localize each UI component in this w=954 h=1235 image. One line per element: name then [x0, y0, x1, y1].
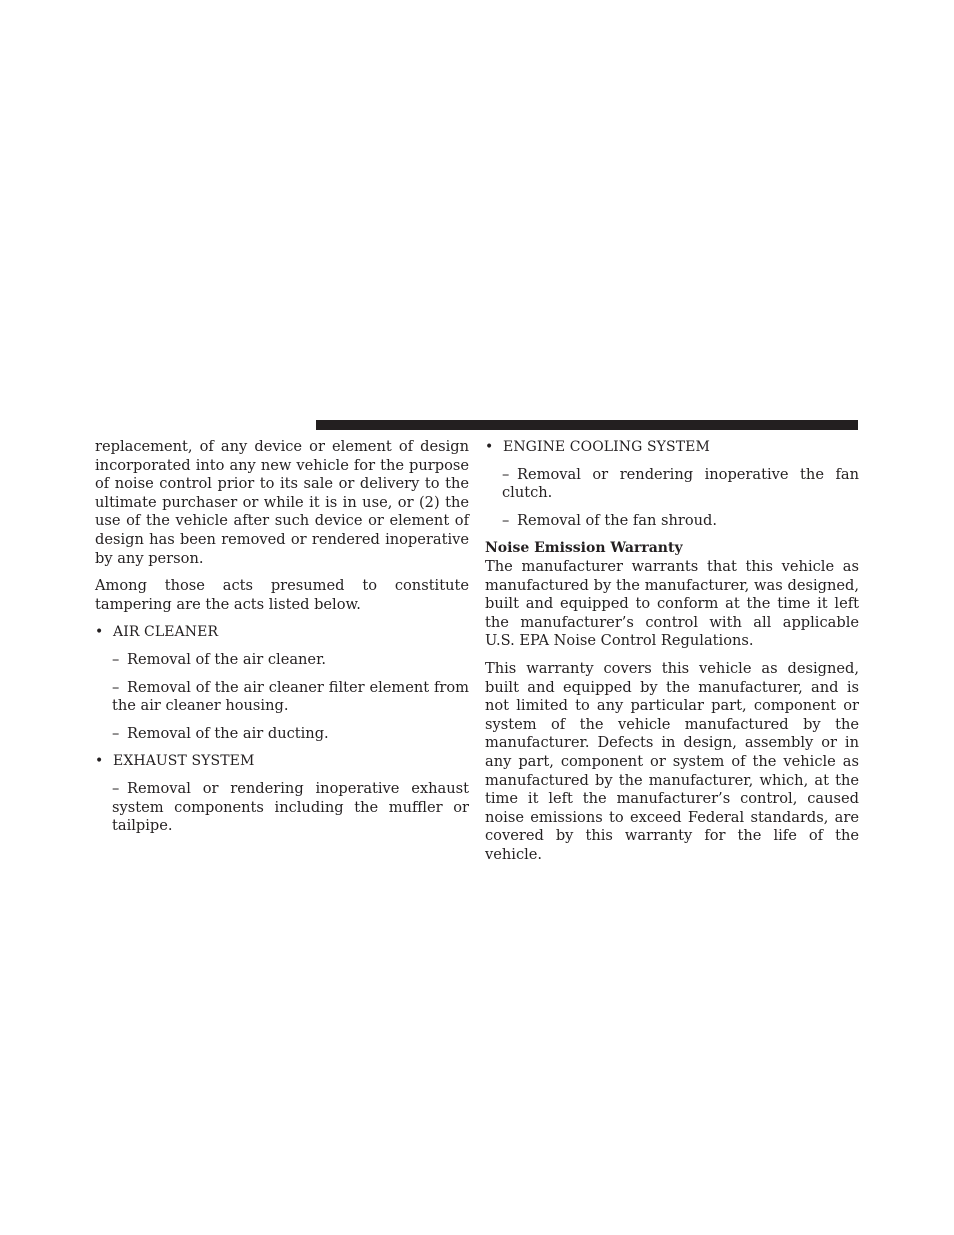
- dash-icon: –: [112, 779, 120, 797]
- list-item: – Removal of the fan shroud.: [502, 511, 718, 529]
- list-item: – Removal or rendering inoperative the fan clutch.: [502, 465, 859, 502]
- left-column: [95, 438, 469, 845]
- bullet-title: EXHAUST SYSTEM: [113, 753, 255, 770]
- right-column: [485, 438, 859, 873]
- header-rule: [316, 420, 858, 430]
- section-heading: Noise Emission Warranty: [485, 540, 683, 557]
- list-item: – Removal of the air cleaner filter element from the air cleaner housing.: [112, 678, 469, 715]
- bullet-exhaust-system: [95, 752, 469, 771]
- dash-icon: –: [112, 650, 120, 668]
- list-item: – Removal or rendering inoperative exhaust system components including the muffler or tailpipe.: [112, 779, 469, 835]
- bullet-title: ENGINE COOLING SYSTEM: [503, 439, 710, 455]
- dash-icon: –: [502, 465, 510, 483]
- bullet-air-cleaner: [95, 623, 469, 642]
- dash-icon: –: [112, 724, 120, 742]
- list-item: – Removal of the air ducting.: [112, 724, 329, 742]
- dash-icon: –: [502, 511, 510, 529]
- bullet-engine-cooling-system: [485, 438, 859, 457]
- bullet-icon: •: [485, 439, 494, 455]
- bullet-title: AIR CLEANER: [113, 624, 219, 641]
- paragraph-tampering-acts: Among those acts presumed to constitute tampering are the acts listed below.: [95, 577, 469, 613]
- paragraph-warranty: The manufacturer warrants that this vehicle as manufactured by the manufacturer, was designed, built and equipped to conform at the time it left the manufacturer’s control with all applicable U.S. EPA Noise Control Regulations.: [485, 557, 859, 650]
- bullet-icon: •: [95, 753, 104, 770]
- paragraph-tampering-definition: replacement, of any device or element of design incorporated into any new vehicle for the purpose of noise control prior to its sale or delivery to the ultimate purchaser or while it is in use, or (2) the use of the vehicle after such device or element of design has been removed or rendered inoperative by any person.: [95, 438, 469, 567]
- list-item: – Removal of the air cleaner.: [112, 650, 327, 668]
- bullet-icon: •: [95, 624, 104, 641]
- dash-icon: –: [112, 678, 120, 696]
- paragraph-warranty-coverage: This warranty covers this vehicle as designed, built and equipped by the manufacturer, and is not limited to any particular part, component or system of the vehicle manufactured by the manufacturer. Defects in design, assembly or in any part, component or system of the vehicle as manufactured by the manufacturer, which, at the time it left the manufacturer’s control, caused noise emissions to exceed Federal standards, are covered by this warranty for the life of the vehicle.: [485, 659, 859, 863]
